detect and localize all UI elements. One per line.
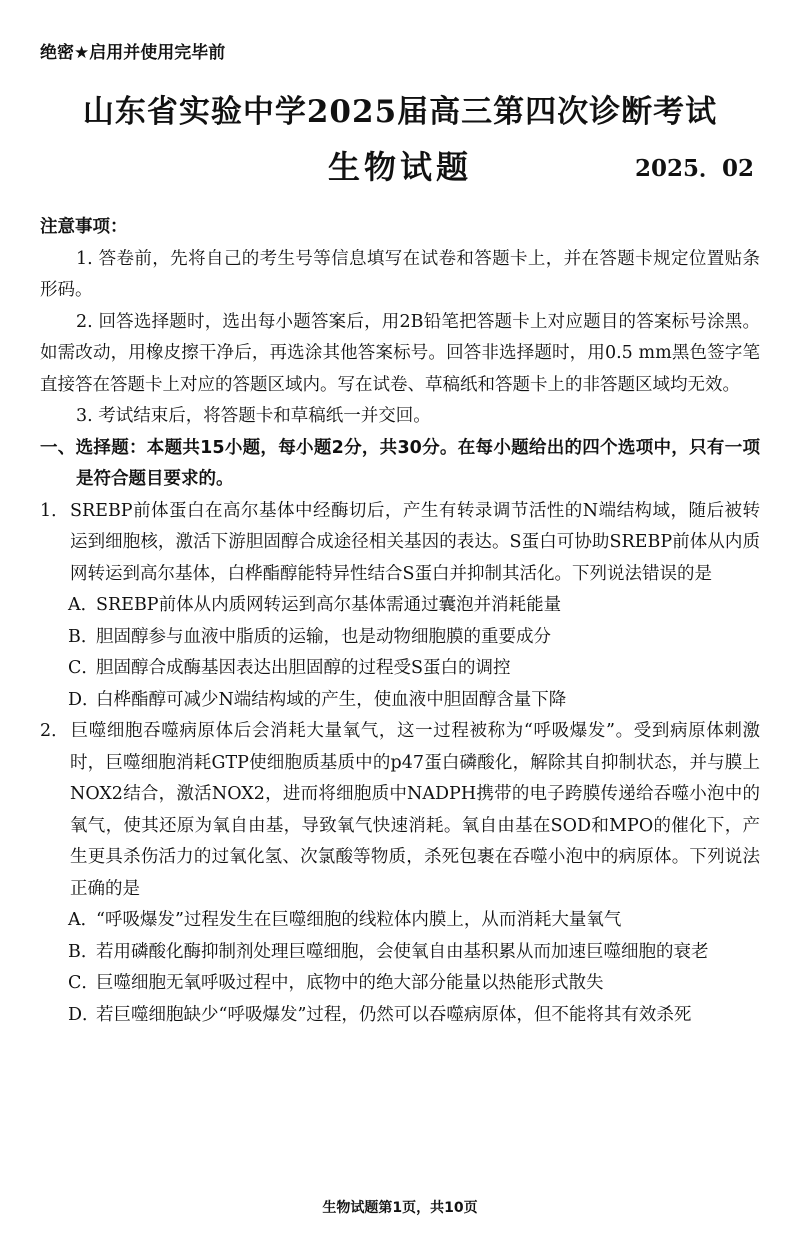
question-2 bbox=[40, 716, 760, 1031]
option-text: SREBP前体从内质网转运到高尔基体需通过囊泡并消耗能量 bbox=[96, 595, 562, 615]
question-stem bbox=[40, 716, 760, 905]
question-text: SREBP前体蛋白在高尔基体中经酶切后，产生有转录调节活性的N端结构域，随后被转运到细胞核，激活下游胆固醇合成途径相关基因的表达。S蛋白可协助SREBP前体从内质网转运到高尔基体，白桦酯醇能特异性结合S蛋白并抑制其活化。下列说法错误的是 bbox=[70, 500, 760, 584]
notice-item: 3. 考试结束后，将答题卡和草稿纸一并交回。 bbox=[76, 406, 431, 426]
option-a bbox=[40, 905, 760, 937]
option-label: D． bbox=[68, 1004, 100, 1025]
option-label: B． bbox=[68, 941, 99, 962]
question-stem bbox=[40, 496, 760, 591]
option-text: 若用磷酸化酶抑制剂处理巨噬细胞，会使氧自由基积累从而加速巨噬细胞的衰老 bbox=[96, 941, 709, 962]
exam-subtitle: 生物试题 bbox=[327, 148, 472, 186]
option-a bbox=[40, 590, 760, 622]
option-d bbox=[40, 685, 760, 717]
question-number: 1． bbox=[40, 500, 69, 521]
notice-item: 2. 回答选择题时，选出每小题答案后，用2B铅笔把答题卡上对应题目的答案标号涂黑。如需改动，用橡皮擦干净后，再选涂其他答案标号。回答非选择题时，用0.5 mm黑色签字笔直接答在答题卡上对应的答题区域内。写在试卷、草稿纸和答题卡上的非答题区域均无效。 bbox=[40, 311, 760, 395]
option-label: B． bbox=[68, 626, 99, 647]
option-text: 胆固醇参与血液中脂质的运输，也是动物细胞膜的重要成分 bbox=[96, 626, 551, 647]
exam-title: 山东省实验中学2025届高三第四次诊断考试 bbox=[82, 94, 718, 130]
question-1 bbox=[40, 496, 760, 717]
section-heading: 一、选择题：本题共15小题，每小题2分，共30分。在每小题给出的四个选项中，只有一项是符合题目要求的。 bbox=[40, 437, 760, 489]
option-label: A． bbox=[68, 595, 99, 615]
exam-date: 2025．02 bbox=[634, 155, 754, 182]
option-label: A． bbox=[68, 910, 99, 930]
notice-item: 1. 答卷前，先将自己的考生号等信息填写在试卷和答题卡上，并在答题卡规定位置贴条形码。 bbox=[40, 248, 760, 300]
option-d bbox=[40, 1000, 760, 1032]
page-footer: 生物试题第1页，共10页 bbox=[322, 1200, 478, 1216]
option-text: 若巨噬细胞缺少“呼吸爆发”过程，仍然可以吞噬病原体，但不能将其有效杀死 bbox=[96, 1004, 692, 1025]
exam-content bbox=[40, 212, 760, 1031]
notice-heading: 注意事项： bbox=[40, 217, 128, 237]
option-label: C． bbox=[68, 973, 99, 993]
option-label: D． bbox=[68, 689, 100, 710]
option-b bbox=[40, 937, 760, 969]
option-c bbox=[40, 968, 760, 1000]
option-text: 巨噬细胞无氧呼吸过程中，底物中的绝大部分能量以热能形式散失 bbox=[96, 973, 604, 993]
question-number: 2． bbox=[40, 721, 69, 741]
option-text: 白桦酯醇可减少N端结构域的产生，使血液中胆固醇含量下降 bbox=[96, 689, 567, 710]
option-b bbox=[40, 622, 760, 654]
option-text: 胆固醇合成酶基因表达出胆固醇的过程受S蛋白的调控 bbox=[96, 658, 511, 678]
question-text: 巨噬细胞吞噬病原体后会消耗大量氧气，这一过程被称为“呼吸爆发”。受到病原体刺激时，巨噬细胞消耗GTP使细胞质基质中的p47蛋白磷酸化，解除其自抑制状态，并与膜上NOX2结合，激活NOX2，进而将细胞质中NADPH携带的电子跨膜传递给吞噬小泡中的氧气，使其还原为氧自由基，导致氧气快速消耗。氧自由基在SOD和MPO的催化下，产生更具杀伤活力的过氧化氢、次氯酸等物质，杀死包裹在吞噬小泡中的病原体。下列说法正确的是 bbox=[70, 721, 760, 899]
confidential-label: 绝密★启用并使用完毕前 bbox=[40, 43, 226, 63]
option-c bbox=[40, 653, 760, 685]
option-label: C． bbox=[68, 658, 99, 678]
option-text: “呼吸爆发”过程发生在巨噬细胞的线粒体内膜上，从而消耗大量氧气 bbox=[96, 910, 622, 930]
